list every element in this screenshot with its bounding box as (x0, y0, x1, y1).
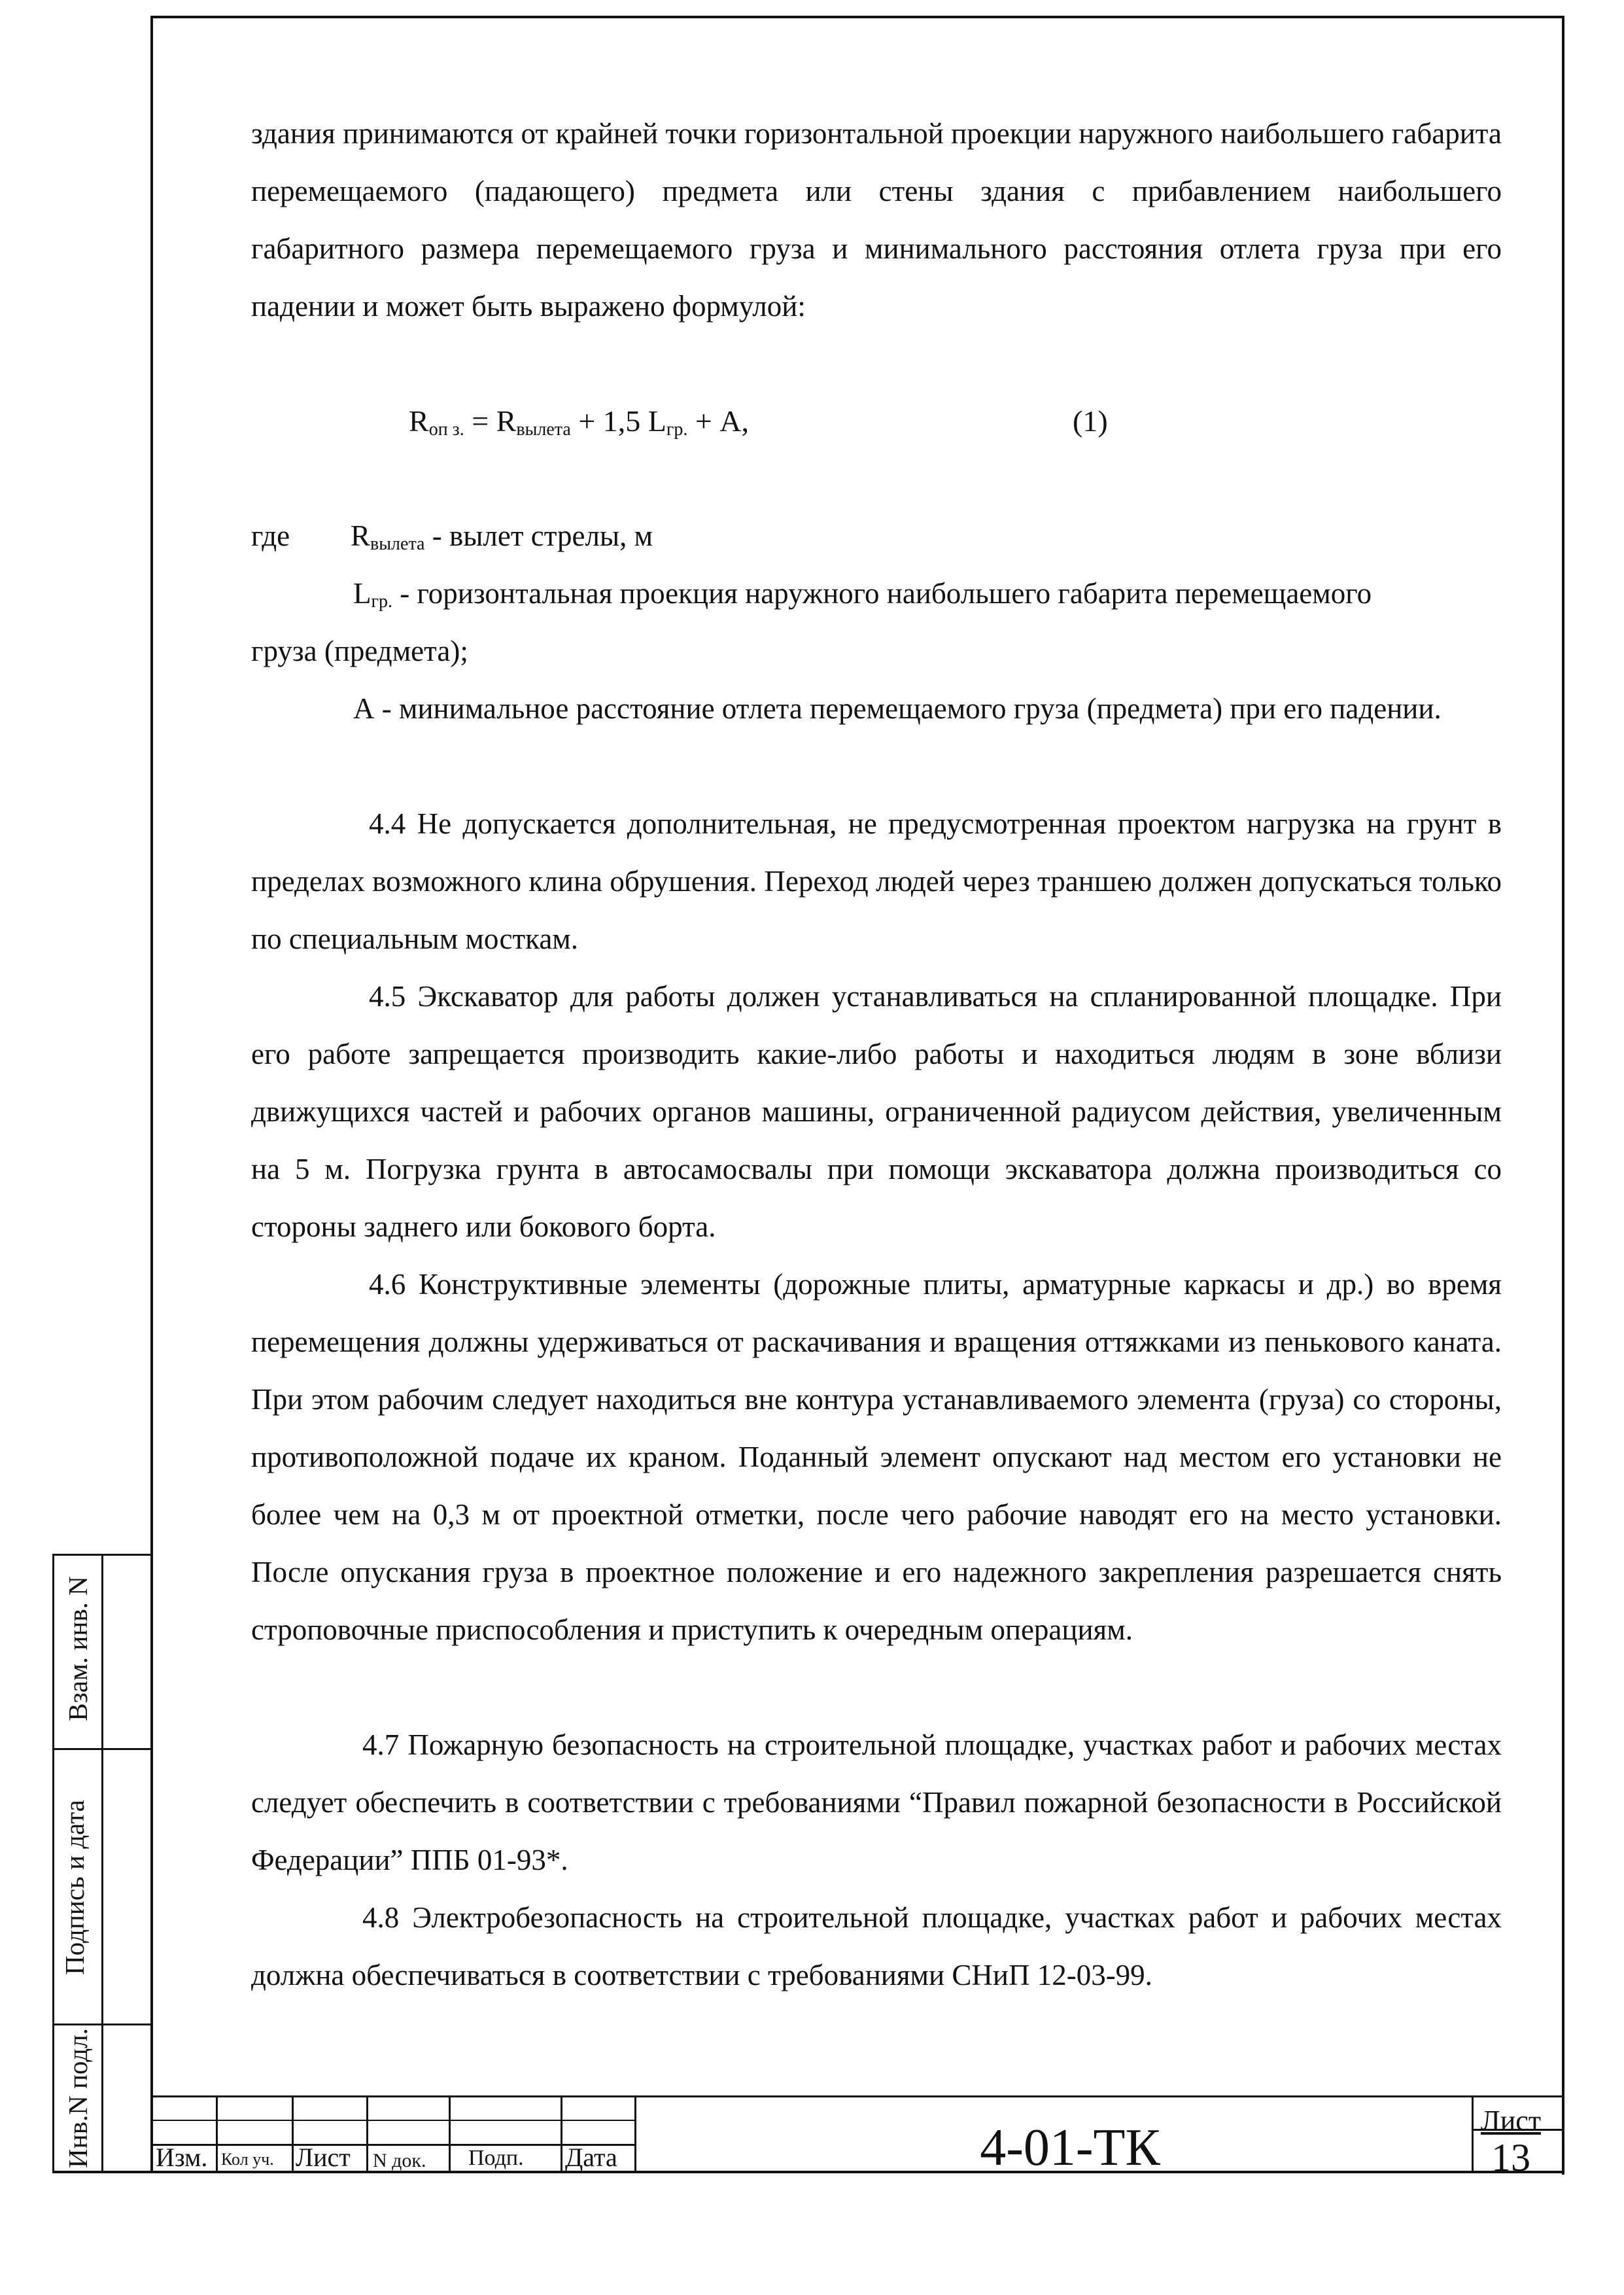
formula-1: $R_{оп з.} = R_{вылета} + 1,5$ $L_{гр.} + A$, (409, 404, 750, 440)
frame-left (150, 16, 153, 2172)
tb-list: Лист (296, 2143, 351, 2172)
definition-l: $L_{гр.}$ - горизонтальная проекция наружного наибольшего габарита перемещаемого (353, 577, 1372, 612)
side-stamp-inv: Инв.N подл. (63, 2028, 93, 2168)
tb-col4 (449, 2095, 451, 2172)
paragraph-4-8: 4.8 Электробезопасность на строительной площадке, участках работ и рабочих местах должна обеспечиваться в соответствии с требованиями СНиП 12-03-99. (251, 1901, 1502, 1991)
paragraph-4-7: 4.7 Пожарную безопасность на строительной площадке, участках работ и рабочих местах следует обеспечить в соответствии с требованиями “Правил пожарной безопасности в Российской Федерации” ППБ 01-93*. (251, 1728, 1502, 1876)
equation-number: (1) (1073, 404, 1108, 438)
side-stamp-podpis: Подпись и дата (60, 1800, 90, 1975)
definition-r: $R_{вылета}$ - вылет стрелы, м (351, 519, 653, 554)
tb-podp: Подп. (468, 2146, 524, 2170)
sheet-label: Лист (1480, 2105, 1542, 2137)
tb-col6 (634, 2095, 636, 2172)
title-block-row2 (150, 2120, 636, 2121)
where-label: где (251, 519, 290, 552)
definition-l-cont: груза (предмета); (251, 635, 468, 667)
paragraph-intro: здания принимаются от крайней точки горизонтальной проекции наружного наибольшего габарита перемещаемого (падающего) предмета или стены здания с прибавлением наибольшего габаритного размера перемещаемого груза и минимального расстояния отлета груза при его падении и может быть выражено формулой: (251, 117, 1502, 323)
document-code: 4-01-ТК (980, 2119, 1160, 2177)
side-stamp-mid (101, 1554, 103, 2172)
paragraph-4-5: 4.5 Экскаватор для работы должен устанавливаться на спланированной площадке. При его работе запрещается производить какие-либо работы и находиться людям в зоне вблизи движущихся частей и рабочих органов машины, ограниченной радиусом действия, увеличенным на 5 м. Погрузка грунта в автосамосвалы при помощи экскаватора должна производиться со стороны заднего или бокового борта. (251, 980, 1502, 1243)
paragraph-4-4: 4.4 Не допускается дополнительная, не предусмотренная проектом нагрузка на грунт в пределах возможного клина обрушения. Переход людей через траншею должен допускаться только по специальным мосткам. (251, 807, 1502, 955)
frame-bottom (52, 2171, 1564, 2173)
title-block-top (150, 2095, 1564, 2097)
definition-a: А - минимальное расстояние отлета перемещаемого груза (предмета) при его падении. (353, 692, 1442, 725)
tb-col1 (216, 2095, 218, 2172)
tb-izm: Изм. (156, 2143, 208, 2172)
tb-col5 (561, 2095, 562, 2172)
title-block-row3 (150, 2144, 636, 2146)
tb-n-dok: N док. (373, 2150, 426, 2171)
side-stamp-div1 (52, 1748, 153, 1750)
paragraph-4-6: 4.6 Конструктивные элементы (дорожные плиты, арматурные каркасы и др.) во время перемещения должны удерживаться от раскачивания и вращения оттяжками из пенькового каната. При этом рабочим следует находиться вне контура устанавливаемого элемента (груза) со стороны, противоположной подаче их краном. Поданный элемент опускают над местом его установки не более чем на 0,3 м от проектной отметки, после чего рабочие наводят его на место установки. После опускания груза в проектное положение и его надежного закрепления разрешается снять строповочные приспособления и приступить к очередным операциям. (251, 1268, 1502, 1646)
frame-top (150, 16, 1564, 18)
tb-data: Дата (565, 2143, 617, 2172)
sheet-number: 13 (1491, 2136, 1530, 2179)
tb-kol-uch: Кол уч. (221, 2150, 274, 2169)
tb-col2 (292, 2095, 294, 2172)
frame-right (1562, 16, 1564, 2175)
side-stamp-vzam: Взам. инв. N (63, 1576, 93, 1721)
tb-sheet-col (1472, 2095, 1474, 2172)
side-stamp-outer (52, 1554, 54, 2172)
tb-col3 (366, 2095, 368, 2172)
